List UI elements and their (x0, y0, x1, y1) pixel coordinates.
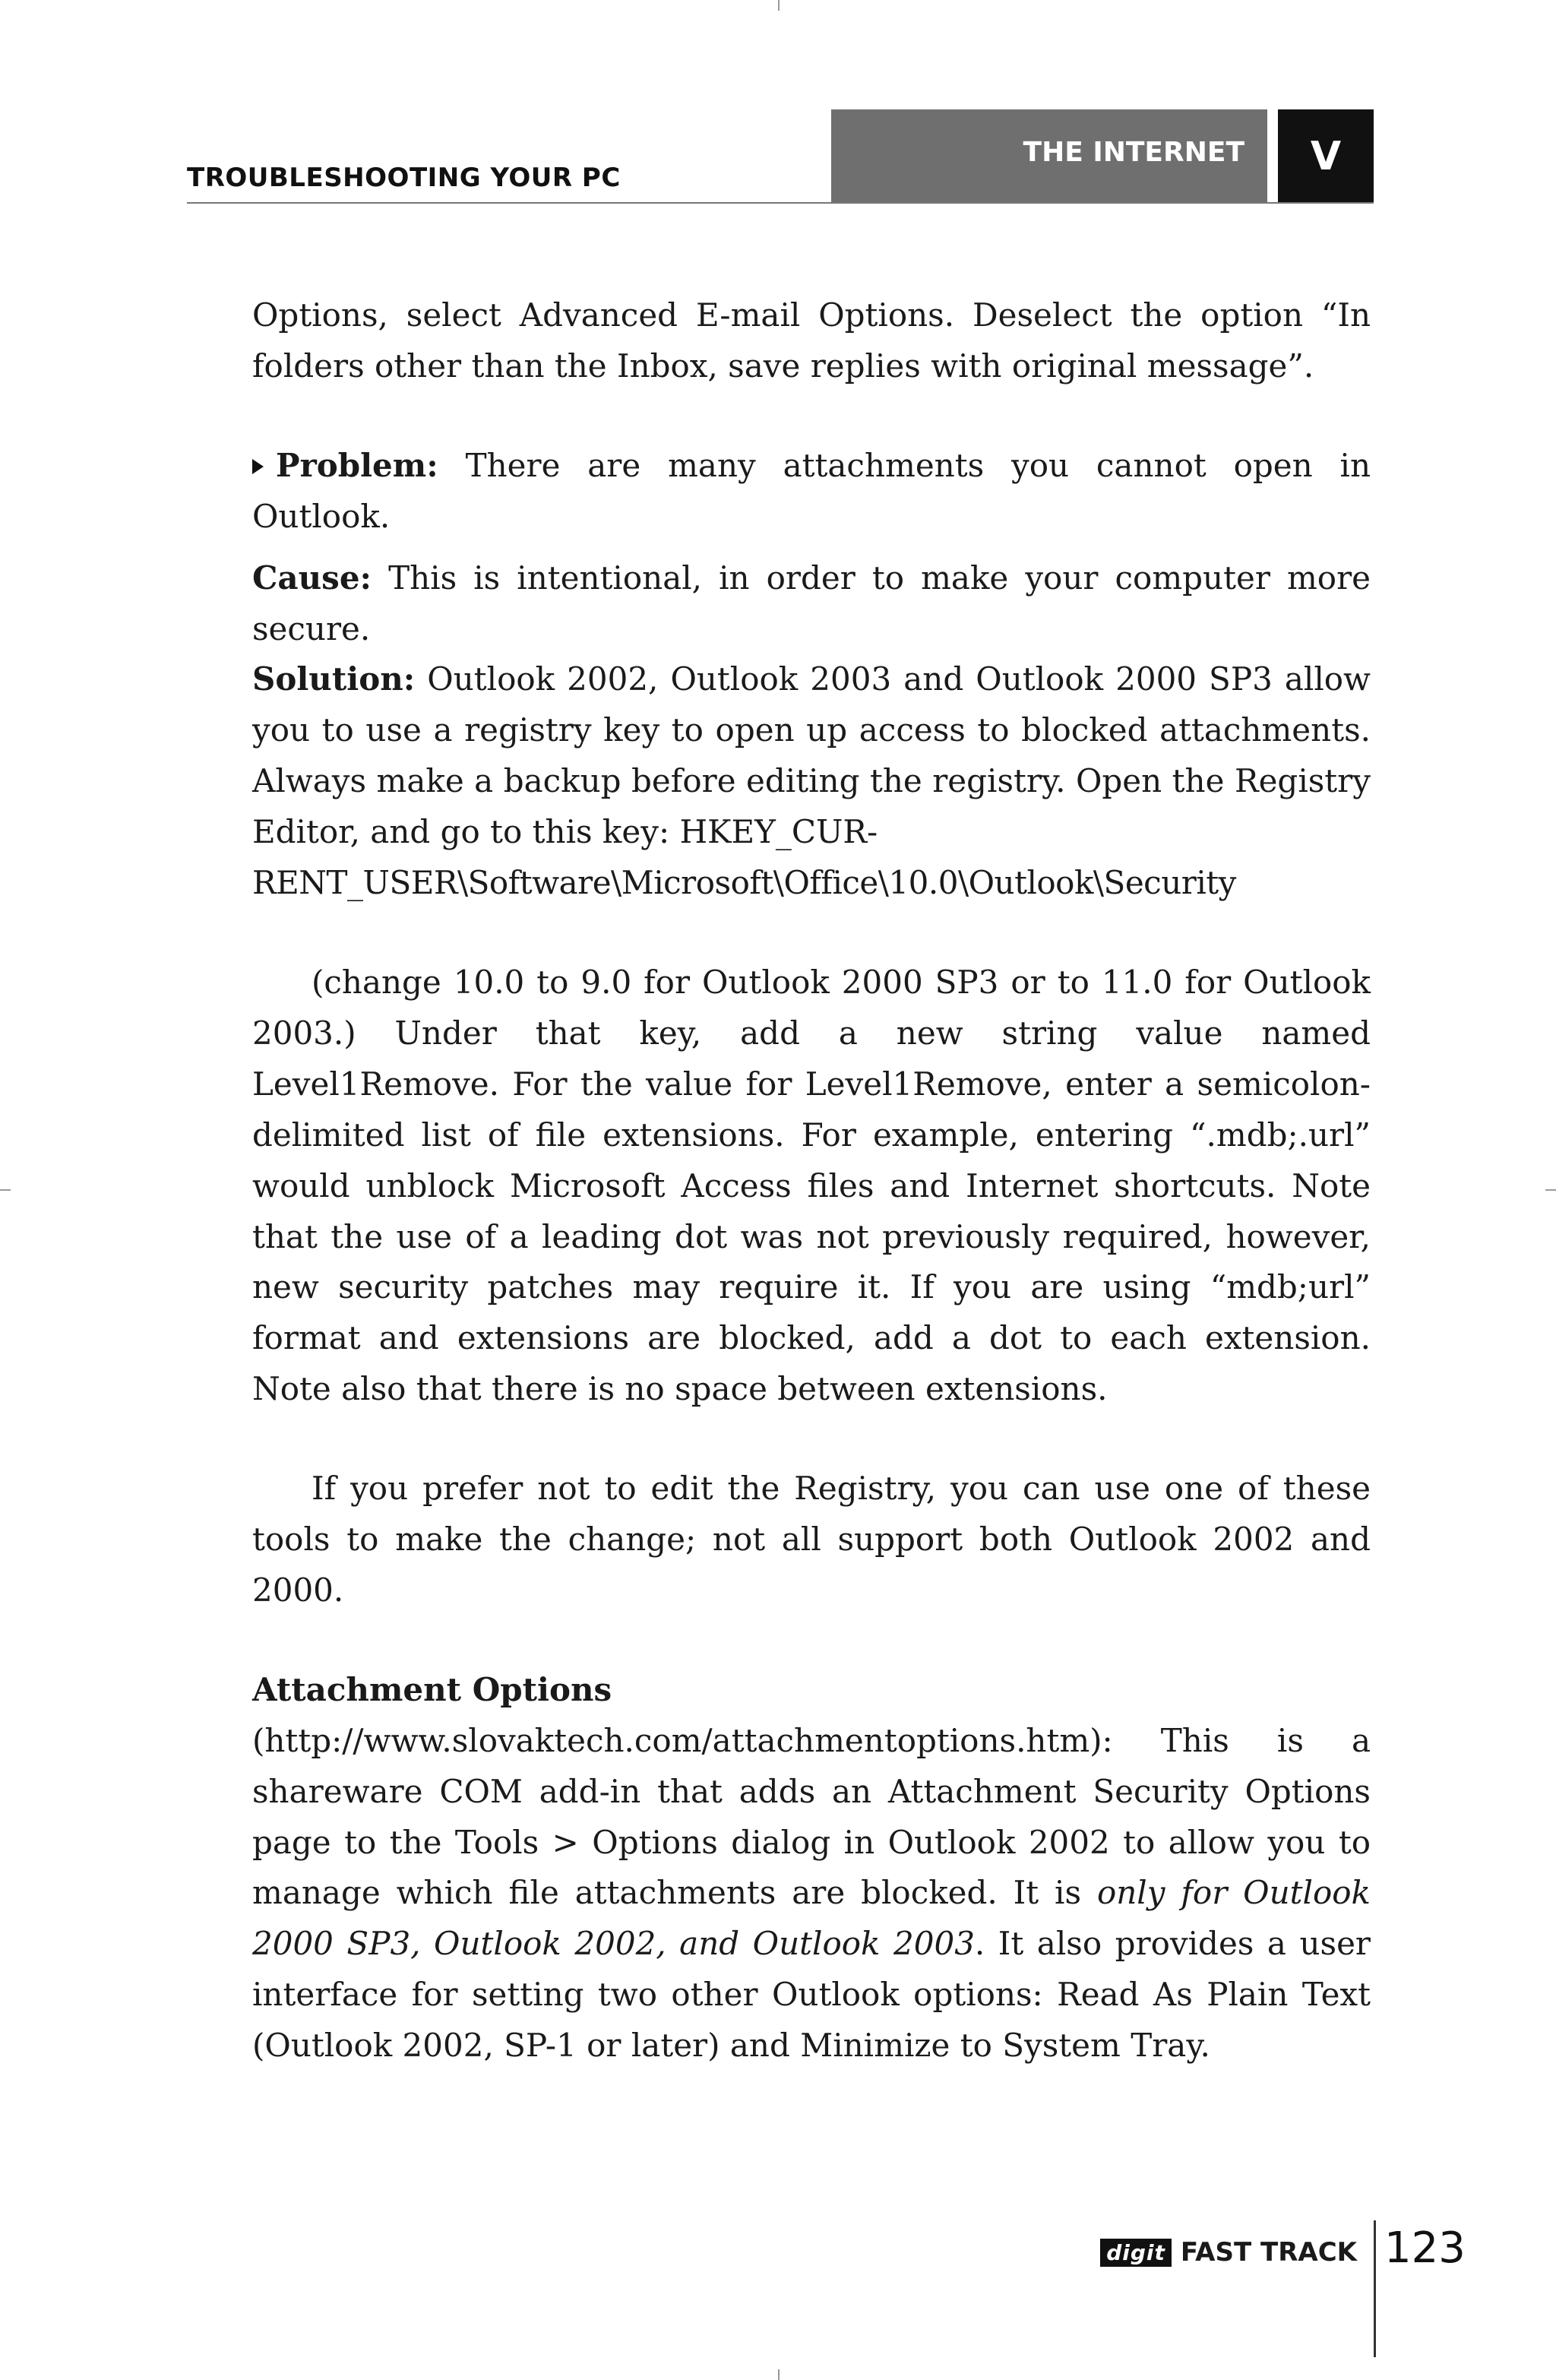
tool-text-italic: only for Outlook 2000 SP3, Outlook 2002, and Outlook 2003 (252, 1874, 1371, 1963)
footer-rule (1374, 2220, 1376, 2357)
section-title: THE INTERNET (831, 109, 1267, 204)
triangle-bullet-icon (252, 459, 264, 474)
page-number: 123 (1384, 2223, 1466, 2273)
cause-item (252, 553, 1371, 655)
cause-text: This is intentional, in order to make your computer more secure. (252, 559, 1371, 647)
crop-mark (778, 0, 780, 11)
problem-text: There are many attachments you cannot open in Outlook. (252, 446, 1371, 535)
paragraph-intro: Options, select Advanced E-mail Options. Deselect the option “In folders other than the Inbox, save replies with original message”. (252, 296, 1371, 385)
footer-brand (1100, 2237, 1357, 2268)
header-rule (187, 202, 1374, 204)
problem-label: Problem: (276, 446, 438, 484)
solution-item (252, 654, 1371, 858)
section-number: V (1278, 109, 1374, 204)
solution-text: Outlook 2002, Outlook 2003 and Outlook 2000 SP3 allow you to use a registry key to open up access to blocked attachments. Always make a backup before editing the registry. Open the Registry Editor, and go to this key: HKEY_CUR- (252, 660, 1371, 851)
series-name: FAST TRACK (1180, 2237, 1357, 2268)
digit-logo: digit (1100, 2239, 1172, 2267)
registry-path: RENT_USER\Software\Microsoft\Office\10.0\Outlook\Security (252, 864, 1236, 902)
crop-mark (778, 2369, 780, 2380)
tool-heading: Attachment Options (252, 1670, 612, 1708)
tool-text-1: (http://www.slovaktech.com/attachmentoptions.htm): This is a shareware COM add-in that adds an Attachment Security Options page to the Tools > Options dialog in Outlook 2002 to allow you to manage which file attachments are blocked. It is (252, 1721, 1371, 1912)
running-title: TROUBLESHOOTING YOUR PC (187, 163, 621, 193)
solution-label: Solution: (252, 660, 416, 698)
cause-label: Cause: (252, 559, 372, 597)
tool-text-2: . It also provides a user interface for setting two other Outlook options: Read As Plain Text (Outlook 2002, SP-1 or later) and Minimize to System Tray. (252, 1925, 1371, 2065)
problem-item (252, 441, 1371, 543)
body-text (252, 290, 1371, 2071)
crop-mark (0, 1189, 11, 1191)
paragraph-change: (change 10.0 to 9.0 for Outlook 2000 SP3 or to 11.0 for Outlook 2003.) Under that key, add a new string value named Level1Remove. For the value for Level1Remove, enter a semicolon-delimited list of file extensions. For example, entering “.mdb;.url” would unblock Microsoft Access files and Internet shortcuts. Note that the use of a leading dot was not previously required, however, new security patches may require it. If you are using “mdb;url” format and extensions are blocked, add a dot to each extension. Note also that there is no space between extensions. (252, 963, 1371, 1408)
tool-description (252, 1716, 1371, 2071)
crop-mark (1545, 1189, 1556, 1191)
paragraph-prefer: If you prefer not to edit the Registry, you can use one of these tools to make the change; not all support both Outlook 2002 and 2000. (252, 1470, 1371, 1609)
